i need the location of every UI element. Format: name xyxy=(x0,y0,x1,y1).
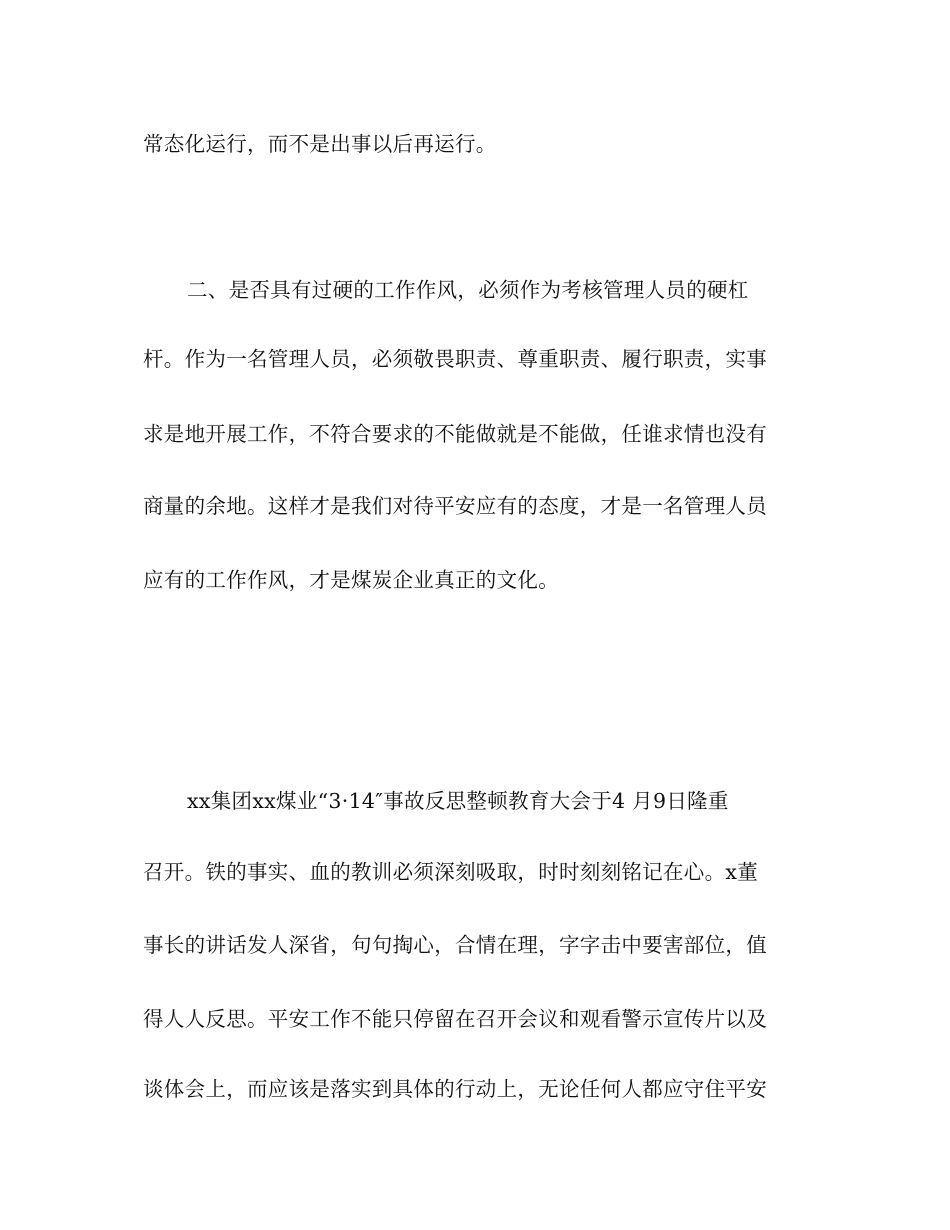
text-line: 应有的工作作风，才是煤炭企业真正的文化。 xyxy=(143,568,559,592)
text-line: 求是地开展工作，不符合要求的不能做就是不能做，任谁求情也没有 xyxy=(143,422,767,446)
text-line: 二、是否具有过硬的工作作风，必须作为考核管理人员的硬杠 xyxy=(187,278,749,302)
text-line: 商量的余地。这样才是我们对待平安应有的态度，才是一名管理人员 xyxy=(143,494,767,518)
text-line: xx集团xx煤业“3·14″事故反思整顿教育大会于4 月9日隆重 xyxy=(187,789,729,813)
text-line: 杆。作为一名管理人员，必须敬畏职责、尊重职责、履行职责，实事 xyxy=(143,347,767,371)
text-line: 召开。铁的事实、血的教训必须深刻吸取，时时刻刻铭记在心。x董 xyxy=(143,860,759,884)
text-line: 谈体会上，而应该是落实到具体的行动上，无论任何人都应守住平安 xyxy=(143,1077,767,1101)
text-line: 得人人反思。平安工作不能只停留在召开会议和观看警示宣传片以及 xyxy=(143,1007,767,1031)
text-line: 事长的讲话发人深省，句句掏心，合情在理，字字击中要害部位，值 xyxy=(143,933,767,957)
text-line: 常态化运行，而不是出事以后再运行。 xyxy=(143,132,497,156)
